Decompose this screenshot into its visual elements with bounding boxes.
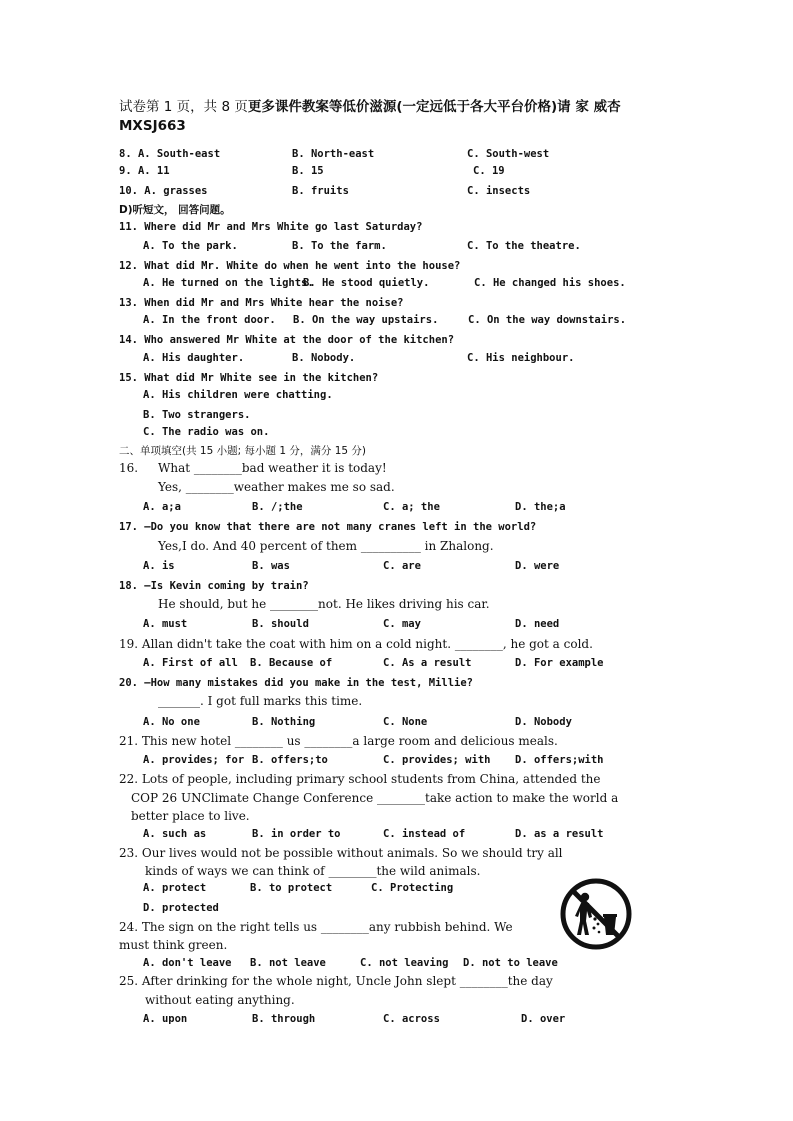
q24-line-2: must think green. xyxy=(119,938,228,952)
q15-stem: 15. What did Mr White see in the kitchen? xyxy=(119,372,379,384)
section-d-title: D)听短文， 回答问题。 xyxy=(119,204,231,216)
q14-option-b: B. Nobody. xyxy=(292,352,356,364)
q13-option-a: A. In the front door. xyxy=(143,314,276,326)
q25-option-d: D. over xyxy=(521,1013,566,1025)
q17-line-1: 17. —Do you know that there are not many cranes left in the world? xyxy=(119,521,537,533)
q25-line-2: without eating anything. xyxy=(145,993,295,1007)
q21-option-a: A. provides; for xyxy=(143,754,245,766)
q23-line-2: kinds of ways we can think of ________the wild animals. xyxy=(145,864,481,878)
q11-option-a: A. To the park. xyxy=(143,240,238,252)
q16-line-1: What ________bad weather it is today! xyxy=(158,461,387,475)
q18-option-c: C. may xyxy=(383,618,421,630)
q9-option-c: C. 19 xyxy=(473,165,505,177)
q14-option-a: A. His daughter. xyxy=(143,352,245,364)
q18-line-1: 18. —Is Kevin coming by train? xyxy=(119,580,309,592)
header-line-2: MXSJ663 xyxy=(119,118,186,134)
q14-stem: 14. Who answered Mr White at the door of the kitchen? xyxy=(119,334,455,346)
q23-option-d: D. protected xyxy=(143,902,219,914)
q10-option-b: B. fruits xyxy=(292,185,349,197)
q13-option-c: C. On the way downstairs. xyxy=(468,314,627,326)
q15-option-c: C. The radio was on. xyxy=(143,426,270,438)
q10-option-a: 10. A. grasses xyxy=(119,185,208,197)
header-ad-text: 更多课件教案等低价滋源(一定远低于各大平台价格)请 家 威杏 xyxy=(247,99,621,115)
q22-option-d: D. as a result xyxy=(515,828,604,840)
q24-option-b: B. not leave xyxy=(250,957,326,969)
page-number: 试卷第 1 页，共 8 页 xyxy=(119,99,248,115)
q9-option-b: B. 15 xyxy=(292,165,324,177)
q18-option-d: D. need xyxy=(515,618,560,630)
q23-line-1: 23. Our lives would not be possible without animals. So we should try all xyxy=(119,846,563,860)
q24-option-a: A. don't leave xyxy=(143,957,232,969)
q15-option-b: B. Two strangers. xyxy=(143,409,251,421)
header-line-1 xyxy=(119,98,679,117)
q13-option-b: B. On the way upstairs. xyxy=(293,314,439,326)
q12-option-c: C. He changed his shoes. xyxy=(474,277,626,289)
q22-line-2: COP 26 UNClimate Change Conference ________take action to make the world a xyxy=(131,791,619,805)
q16-option-d: D. the;a xyxy=(515,501,566,513)
section-2-title: 二、单项填空(共 15 小题; 每小题 1 分，满分 15 分) xyxy=(119,445,366,457)
q19-option-d: D. For example xyxy=(515,657,604,669)
q21-line-1: 21. This new hotel ________ us ________a large room and delicious meals. xyxy=(119,734,558,748)
q15-option-a: A. His children were chatting. xyxy=(143,389,333,401)
q25-option-a: A. upon xyxy=(143,1013,188,1025)
q11-stem: 11. Where did Mr and Mrs White go last Saturday? xyxy=(119,221,423,233)
q20-line-1: 20. —How many mistakes did you make in the test, Millie? xyxy=(119,677,474,689)
q25-line-1: 25. After drinking for the whole night, Uncle John slept ________the day xyxy=(119,974,553,988)
q17-option-a: A. is xyxy=(143,560,175,572)
q18-line-2: He should, but he ________not. He likes driving his car. xyxy=(158,597,490,611)
q20-option-b: B. Nothing xyxy=(252,716,316,728)
q20-option-a: A. No one xyxy=(143,716,200,728)
q17-option-d: D. were xyxy=(515,560,560,572)
q19-option-a: A. First of all xyxy=(143,657,238,669)
q8-option-a: 8. A. South-east xyxy=(119,148,221,160)
no-littering-sign-icon xyxy=(559,877,633,951)
q12-option-b: B. He stood quietly. xyxy=(303,277,430,289)
q12-option-a: A. He turned on the lights. xyxy=(143,277,314,289)
q20-option-c: C. None xyxy=(383,716,428,728)
q18-option-a: A. must xyxy=(143,618,188,630)
q22-line-1: 22. Lots of people, including primary school students from China, attended the xyxy=(119,772,601,786)
q16-line-2: Yes, ________weather makes me so sad. xyxy=(158,480,395,494)
q8-option-b: B. North-east xyxy=(292,148,375,160)
q20-line-2: _______. I got full marks this time. xyxy=(158,694,363,708)
q22-option-b: B. in order to xyxy=(252,828,341,840)
q13-stem: 13. When did Mr and Mrs White hear the noise? xyxy=(119,297,404,309)
q12-stem: 12. What did Mr. White do when he went into the house? xyxy=(119,260,461,272)
q16-option-a: A. a;a xyxy=(143,501,181,513)
q11-option-b: B. To the farm. xyxy=(292,240,387,252)
q16-option-b: B. /;the xyxy=(252,501,303,513)
q24-option-d: D. not to leave xyxy=(463,957,558,969)
q17-line-2: Yes,I do. And 40 percent of them __________ in Zhalong. xyxy=(158,539,494,553)
q18-option-b: B. should xyxy=(252,618,309,630)
q23-option-b: B. to protect xyxy=(250,882,333,894)
q9-option-a: 9. A. 11 xyxy=(119,165,170,177)
q21-option-d: D. offers;with xyxy=(515,754,604,766)
q19-option-b: B. Because of xyxy=(250,657,333,669)
q17-option-b: B. was xyxy=(252,560,290,572)
q24-line-1: 24. The sign on the right tells us ________any rubbish behind. We xyxy=(119,920,513,934)
q20-option-d: D. Nobody xyxy=(515,716,572,728)
q16-option-c: C. a; the xyxy=(383,501,440,513)
q19-line-1: 19. Allan didn't take the coat with him on a cold night. ________, he got a cold. xyxy=(119,637,593,651)
q21-option-b: B. offers;to xyxy=(252,754,328,766)
q8-option-c: C. South-west xyxy=(467,148,550,160)
q22-option-a: A. such as xyxy=(143,828,207,840)
q25-option-b: B. through xyxy=(252,1013,316,1025)
q11-option-c: C. To the theatre. xyxy=(467,240,581,252)
q25-option-c: C. across xyxy=(383,1013,440,1025)
q16-number: 16. xyxy=(119,461,139,475)
q23-option-a: A. protect xyxy=(143,882,207,894)
q22-line-3: better place to live. xyxy=(131,809,250,823)
page-header xyxy=(119,98,679,136)
q21-option-c: C. provides; with xyxy=(383,754,491,766)
q24-option-c: C. not leaving xyxy=(360,957,449,969)
q19-option-c: C. As a result xyxy=(383,657,472,669)
q23-option-c: C. Protecting xyxy=(371,882,454,894)
q14-option-c: C. His neighbour. xyxy=(467,352,575,364)
q17-option-c: C. are xyxy=(383,560,421,572)
q10-option-c: C. insects xyxy=(467,185,531,197)
q22-option-c: C. instead of xyxy=(383,828,466,840)
